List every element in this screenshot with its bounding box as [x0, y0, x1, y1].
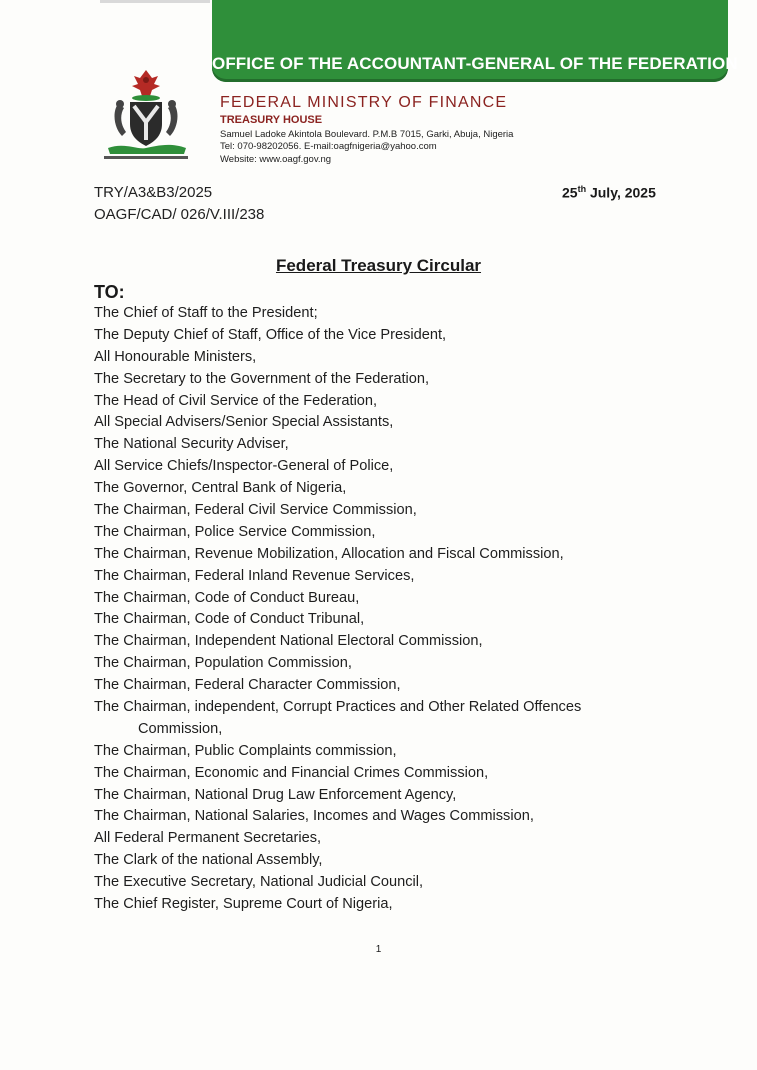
recipient-item: The Chairman, Federal Civil Service Commission,	[94, 502, 417, 519]
to-label: TO:	[94, 282, 125, 302]
recipient-item: Commission,	[138, 720, 223, 737]
recipient-item: The Chairman, Police Service Commission,	[94, 523, 376, 540]
recipient-item: The Chairman, National Drug Law Enforcement Agency,	[94, 786, 457, 803]
page-number: 1	[375, 944, 382, 955]
website-line: Website: www.oagf.gov.ng	[220, 154, 332, 165]
header-banner	[212, 0, 738, 82]
top-divider	[100, 0, 210, 3]
recipient-item: The Secretary to the Government of the Federation,	[94, 370, 430, 387]
recipient-item: The Chairman, Federal Character Commission,	[94, 677, 401, 694]
recipient-item: The Chairman, National Salaries, Incomes and Wages Commission,	[94, 808, 534, 825]
recipient-list	[94, 303, 674, 916]
coat-of-arms-icon	[98, 66, 194, 166]
date-rest: July, 2025	[586, 184, 656, 201]
circular-title: Federal Treasury Circular	[275, 256, 482, 275]
recipient-item: The Chairman, Revenue Mobilization, Allocation and Fiscal Commission,	[94, 545, 564, 562]
contact-line: Tel: 070-98202056. E-mail:oagfnigeria@yahoo.com	[220, 141, 437, 152]
recipient-item: The Chairman, Code of Conduct Tribunal,	[94, 611, 365, 628]
circular-date	[562, 184, 656, 201]
recipient-item: All Special Advisers/Senior Special Assistants,	[94, 414, 394, 431]
date-day: 25	[562, 184, 578, 201]
recipient-item: The Chairman, Federal Inland Revenue Services,	[94, 567, 415, 584]
recipient-item: The Chairman, Code of Conduct Bureau,	[94, 589, 360, 606]
recipient-item: The Chairman, Independent National Electoral Commission,	[94, 633, 483, 650]
recipient-item: The Deputy Chief of Staff, Office of the Vice President,	[94, 326, 447, 343]
reference-number-1: TRY/A3&B3/2025	[94, 184, 213, 201]
address-line: Samuel Ladoke Akintola Boulevard. P.M.B 7015, Garki, Abuja, Nigeria	[220, 129, 514, 140]
recipient-item: The Head of Civil Service of the Federation,	[94, 392, 378, 409]
reference-number-2: OAGF/CAD/ 026/V.III/238	[94, 206, 265, 223]
date-suffix: th	[577, 184, 587, 194]
recipient-item: The Chief Register, Supreme Court of Nigeria,	[94, 896, 393, 913]
recipient-item: The Chairman, Public Complaints commission,	[94, 742, 397, 759]
treasury-house: TREASURY HOUSE	[220, 114, 323, 126]
recipient-item: The Chairman, independent, Corrupt Practices and Other Related Offences	[94, 699, 582, 716]
recipient-item: All Service Chiefs/Inspector-General of Police,	[94, 458, 394, 475]
recipient-item: The Executive Secretary, National Judicial Council,	[94, 874, 424, 891]
recipient-item: The National Security Adviser,	[94, 436, 289, 453]
ministry-name: FEDERAL MINISTRY OF FINANCE	[220, 94, 508, 111]
recipient-item: The Governor, Central Bank of Nigeria,	[94, 480, 347, 497]
banner-title: OFFICE OF THE ACCOUNTANT-GENERAL OF THE FEDERATION	[212, 54, 738, 73]
recipient-item: All Honourable Ministers,	[94, 348, 257, 365]
recipient-item: The Clark of the national Assembly,	[94, 852, 323, 869]
recipient-item: All Federal Permanent Secretaries,	[94, 830, 322, 847]
recipient-item: The Chairman, Population Commission,	[94, 655, 352, 672]
recipient-item: The Chief of Staff to the President;	[94, 305, 318, 321]
recipient-item: The Chairman, Economic and Financial Crimes Commission,	[94, 764, 489, 781]
